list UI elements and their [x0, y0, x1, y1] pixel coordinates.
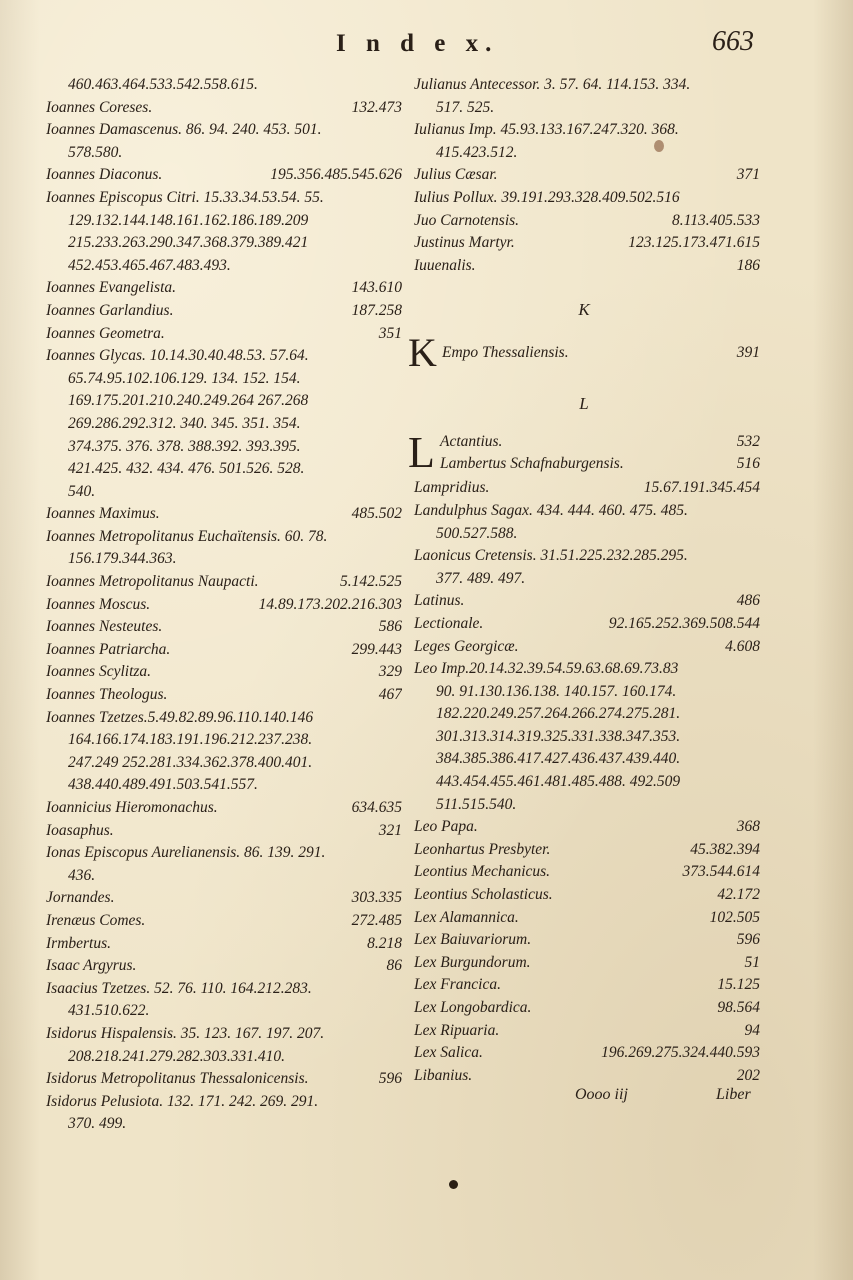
entry-pages: 15.67.191.345.454 [643, 479, 760, 497]
page-number: 663 [712, 26, 754, 57]
entry-name: 578.580. [68, 143, 123, 161]
entry-name: 164.166.174.183.191.196.212.237.238. [68, 731, 313, 749]
entry-name: Julius Cæsar. [414, 166, 498, 184]
index-entry [408, 861, 760, 884]
section-l-entries [408, 477, 760, 1087]
entry-pages: 485.502 [351, 505, 402, 523]
entry-name: Ioannes Evangelista. [46, 279, 177, 297]
entry-pages: 42.172 [717, 886, 760, 904]
right-column [408, 74, 760, 1087]
index-entry [408, 636, 760, 659]
index-entry [40, 729, 402, 752]
entry-name: Ioannes Metropolitanus Naupacti. [46, 573, 259, 591]
entry-name: 511.515.540. [436, 795, 517, 813]
entry-name: Ioannes Diaconus. [46, 166, 163, 184]
entry-pages: 202 [736, 1066, 760, 1084]
index-entry [408, 568, 760, 591]
entry-name: Lex Salica. [414, 1044, 483, 1062]
index-entry [40, 1023, 402, 1046]
index-entry [408, 590, 760, 613]
section-heading-l: L [579, 394, 589, 414]
index-entry [40, 436, 402, 459]
entry-lambertus [440, 453, 760, 475]
entry-name: Ioannes Glycas. 10.14.30.40.48.53. 57.64. [46, 347, 309, 365]
index-entry [408, 726, 760, 749]
entry-name: 156.179.344.363. [68, 550, 177, 568]
index-entry [40, 1000, 402, 1023]
entry-name: Isaacius Tzetzes. 52. 76. 110. 164.212.283. [46, 979, 312, 997]
entry-pages: 94 [744, 1021, 760, 1039]
entry-name: Iuuenalis. [414, 256, 476, 274]
entry-name: 90. 91.130.136.138. 140.157. 160.174. [436, 682, 677, 700]
index-entry [40, 933, 402, 956]
entry-name: Lex Burgundorum. [414, 953, 531, 971]
entry-name: Ionas Episcopus Aurelianensis. 86. 139. 291. [46, 844, 326, 862]
index-entry [40, 300, 402, 323]
entry-name: Lectionale. [414, 614, 484, 632]
entry-pages: 187.258 [351, 301, 402, 319]
entry-name: 517. 525. [436, 98, 495, 116]
index-entry [408, 884, 760, 907]
entry-pages: 373.544.614 [682, 863, 760, 881]
entry-name: 169.175.201.210.240.249.264 267.268 [68, 392, 309, 410]
index-entry [40, 503, 402, 526]
index-entry [40, 616, 402, 639]
entry-name: Iulianus Imp. 45.93.133.167.247.320. 368. [414, 121, 679, 139]
index-entry [40, 458, 402, 481]
section-l-first-entries [408, 428, 760, 478]
entry-name: Ioannes Coreses. [46, 98, 153, 116]
entry-pages: 321 [378, 821, 402, 839]
index-entry [40, 164, 402, 187]
entry-name: Laonicus Cretensis. 31.51.225.232.285.295. [414, 547, 688, 565]
entry-name: 460.463.464.533.542.558.615. [68, 76, 258, 93]
index-entry [408, 839, 760, 862]
entry-pages: 195.356.485.545.626 [270, 166, 402, 184]
entry-name: Lex Alamannica. [414, 908, 519, 926]
index-entry [40, 684, 402, 707]
entry-name: Actantius. [440, 433, 503, 451]
entry-name: 452.453.465.467.483.493. [68, 256, 231, 274]
index-entry [40, 571, 402, 594]
index-entry [408, 997, 760, 1020]
index-entry [40, 277, 402, 300]
entry-name: Ioannes Nesteutes. [46, 618, 163, 636]
index-entry [40, 232, 402, 255]
catchword: Liber [716, 1086, 751, 1103]
index-entry [40, 526, 402, 549]
index-entry [40, 639, 402, 662]
index-entry [40, 210, 402, 233]
right-column-top-entries [408, 74, 760, 277]
index-entry [408, 500, 760, 523]
entry-pages: 391 [736, 344, 760, 362]
index-entry [40, 74, 402, 97]
entry-name: Leo Imp.20.14.32.39.54.59.63.68.69.73.83 [414, 660, 679, 678]
ink-dot [449, 1180, 458, 1189]
index-entry [408, 523, 760, 546]
index-entry [408, 1020, 760, 1043]
index-entry [408, 771, 760, 794]
index-entry [40, 910, 402, 933]
left-column [40, 74, 402, 1136]
entry-name: Juo Carnotensis. [414, 211, 520, 229]
entry-name: Isaac Argyrus. [46, 957, 137, 975]
entry-pages: 51 [744, 953, 760, 971]
entry-pages: 368 [736, 818, 760, 836]
entry-name: 370. 499. [68, 1115, 127, 1133]
entry-name: 438.440.489.491.503.541.557. [68, 776, 258, 794]
entry-name: Empo Thessaliensis. [442, 344, 569, 362]
entry-name: 540. [68, 482, 96, 500]
entry-name: Ioannes Damascenus. 86. 94. 240. 453. 501. [46, 121, 322, 139]
entry-pages: 8.218 [367, 934, 402, 952]
index-entry [40, 187, 402, 210]
index-entry [408, 658, 760, 681]
entry-name: Ioannes Tzetzes.5.49.82.89.96.110.140.146 [46, 708, 314, 726]
index-entry [40, 865, 402, 888]
index-entry [408, 613, 760, 636]
entry-name: 65.74.95.102.106.129. 134. 152. 154. [68, 369, 301, 387]
index-entry [40, 345, 402, 368]
entry-name: Ioannes Scylitza. [46, 663, 152, 681]
entry-name: 269.286.292.312. 340. 345. 351. 354. [68, 414, 301, 432]
entry-pages: 303.335 [351, 889, 402, 907]
entry-name: Jornandes. [46, 889, 115, 907]
index-entry [40, 661, 402, 684]
entry-name: Ioannes Episcopus Citri. 15.33.34.53.54. 55. [46, 188, 324, 206]
index-entry [40, 390, 402, 413]
entry-name: Lampridius. [414, 479, 490, 497]
entry-pages: 196.269.275.324.440.593 [601, 1044, 760, 1062]
entry-name: Landulphus Sagax. 434. 444. 460. 475. 485. [414, 501, 688, 519]
entry-pages: 634.635 [351, 799, 402, 816]
entry-name: Lambertus Schafnaburgensis. [440, 455, 624, 473]
entry-name: Leo Papa. [414, 818, 478, 836]
index-entry [40, 368, 402, 391]
section-k-entry [408, 331, 760, 375]
index-entry [408, 97, 760, 120]
index-entry [408, 164, 760, 187]
index-entry [408, 794, 760, 817]
index-entry [408, 142, 760, 165]
entry-pages: 98.564 [717, 999, 760, 1016]
index-entry [408, 816, 760, 839]
entry-name: Ioannes Maximus. [46, 505, 160, 523]
entry-pages: 92.165.252.369.508.544 [608, 614, 760, 632]
index-entry [408, 952, 760, 975]
index-entry [40, 413, 402, 436]
index-entry [40, 707, 402, 730]
index-entry [408, 681, 760, 704]
entry-name: Lex Ripuaria. [414, 1021, 500, 1039]
index-entry [40, 548, 402, 571]
index-entry [40, 752, 402, 775]
drop-cap-k: K [408, 330, 437, 376]
entry-pages: 299.443 [351, 640, 402, 658]
entry-pages: 132.473 [351, 98, 402, 116]
entry-name: Ioannes Moscus. [46, 595, 151, 613]
entry-pages: 351 [378, 324, 402, 342]
entry-name: Libanius. [414, 1066, 473, 1084]
entry-pages: 596 [736, 931, 760, 949]
entry-name: Isidorus Pelusiota. 132. 171. 242. 269. 291. [46, 1092, 319, 1110]
entry-pages: 86 [386, 957, 402, 975]
entry-name: 208.218.241.279.282.303.331.410. [68, 1047, 285, 1065]
index-entry [408, 255, 760, 278]
signature-mark: Oooo iij [575, 1086, 628, 1103]
entry-name: Ioannes Theologus. [46, 686, 168, 704]
entry-name: 247.249 252.281.334.362.378.400.401. [68, 753, 313, 771]
index-entry [40, 323, 402, 346]
entry-name: 436. [68, 866, 96, 884]
entry-pages: 123.125.173.471.615 [628, 234, 760, 252]
index-entry [408, 477, 760, 500]
entry-name: Justinus Martyr. [414, 234, 515, 252]
index-entry [40, 887, 402, 910]
entry-name: Ioannes Garlandius. [46, 301, 174, 319]
entry-name: 421.425. 432. 434. 476. 501.526. 528. [68, 460, 305, 478]
index-entry [40, 955, 402, 978]
entry-name: Ioannes Metropolitanus Euchaïtensis. 60. 78. [46, 527, 328, 545]
entry-name: 500.527.588. [436, 524, 518, 542]
entry-name: 384.385.386.417.427.436.437.439.440. [436, 750, 681, 768]
entry-name: 182.220.249.257.264.266.274.275.281. [436, 705, 681, 723]
index-entry [408, 119, 760, 142]
entry-name: Ioannes Patriarcha. [46, 640, 171, 658]
index-entry [40, 481, 402, 504]
index-entry [408, 929, 760, 952]
entry-name: Lex Baiuvariorum. [414, 931, 532, 949]
entry-name: Leontius Mechanicus. [414, 863, 551, 881]
entry-pages: 5.142.525 [340, 573, 402, 591]
entry-pages: 15.125 [717, 976, 760, 994]
entry-pages: 586 [378, 618, 402, 636]
entry-name: 215.233.263.290.347.368.379.389.421 [68, 234, 309, 252]
index-entry [40, 797, 402, 820]
entry-pages: 516 [736, 455, 760, 473]
index-entry [40, 774, 402, 797]
index-entry [40, 1068, 402, 1091]
entry-name: Irenæus Comes. [46, 911, 146, 929]
entry-pages: 102.505 [709, 908, 760, 926]
entry-name: Leontius Scholasticus. [414, 886, 553, 904]
entry-name: 443.454.455.461.481.485.488. 492.509 [436, 773, 681, 791]
entry-actantius [440, 431, 760, 453]
entry-pages: 329 [378, 663, 402, 681]
entry-pages: 186 [736, 256, 760, 274]
index-entry [408, 74, 760, 97]
index-entry [40, 97, 402, 120]
entry-name: Lex Longobardica. [414, 999, 532, 1016]
drop-cap-l: L [408, 428, 435, 478]
index-entry [40, 1046, 402, 1069]
index-entry [40, 820, 402, 843]
index-entry [408, 748, 760, 771]
index-entry [408, 974, 760, 997]
index-entry [40, 1091, 402, 1114]
index-entry [408, 545, 760, 568]
entry-pages: 4.608 [725, 637, 760, 655]
entry-name: 301.313.314.319.325.331.338.347.353. [436, 727, 681, 745]
entry-pages: 532 [736, 433, 760, 451]
entry-pages: 14.89.173.202.216.303 [258, 595, 402, 613]
entry-name: Isidorus Metropolitanus Thessalonicensis. [46, 1070, 309, 1088]
index-entry [40, 142, 402, 165]
entry-name: 415.423.512. [436, 143, 518, 161]
entry-name: 431.510.622. [68, 1002, 150, 1020]
entry-name: 129.132.144.148.161.162.186.189.209 [68, 211, 309, 229]
index-entry [408, 1042, 760, 1065]
entry-name: Lex Francica. [414, 976, 501, 994]
entry-pages: 8.113.405.533 [672, 211, 760, 229]
index-entry [408, 907, 760, 930]
entry-name: 377. 489. 497. [436, 569, 526, 587]
index-entry [40, 842, 402, 865]
entry-pages: 486 [736, 592, 760, 610]
entry-name: Leonhartus Presbyter. [414, 840, 551, 858]
entry-pages: 467 [378, 686, 402, 704]
index-entry [408, 232, 760, 255]
index-entry [408, 1065, 760, 1088]
index-entry [408, 187, 760, 210]
index-entry [40, 119, 402, 142]
index-entry [408, 703, 760, 726]
entry-name: Leges Georgicæ. [414, 637, 519, 655]
index-entry [40, 1113, 402, 1136]
section-heading-k: K [578, 300, 590, 320]
entry-pages: 45.382.394 [690, 840, 760, 858]
page-title: I n d e x. [336, 30, 499, 57]
entry-name: Iulius Pollux. 39.191.293.328.409.502.516 [414, 188, 680, 206]
index-entry [40, 594, 402, 617]
entry-name: Irmbertus. [46, 934, 112, 952]
entry-name: Ioasaphus. [46, 821, 114, 839]
entry-pages: 371 [736, 166, 760, 184]
index-entry [40, 255, 402, 278]
entry-name: Isidorus Hispalensis. 35. 123. 167. 197. 207. [46, 1024, 325, 1042]
entry-pages: 143.610 [351, 279, 402, 297]
index-entry [408, 210, 760, 233]
entry-pages: 596 [378, 1070, 402, 1088]
entry-name: 374.375. 376. 378. 388.392. 393.395. [68, 437, 301, 455]
entry-name: Ioannes Geometra. [46, 324, 165, 342]
index-entry [40, 978, 402, 1001]
entry-name: Latinus. [414, 592, 465, 610]
entry-pages: 272.485 [351, 911, 402, 929]
entry-name: Julianus Antecessor. 3. 57. 64. 114.153. 334. [414, 76, 691, 93]
entry-name: Ioannicius Hieromonachus. [46, 799, 218, 816]
